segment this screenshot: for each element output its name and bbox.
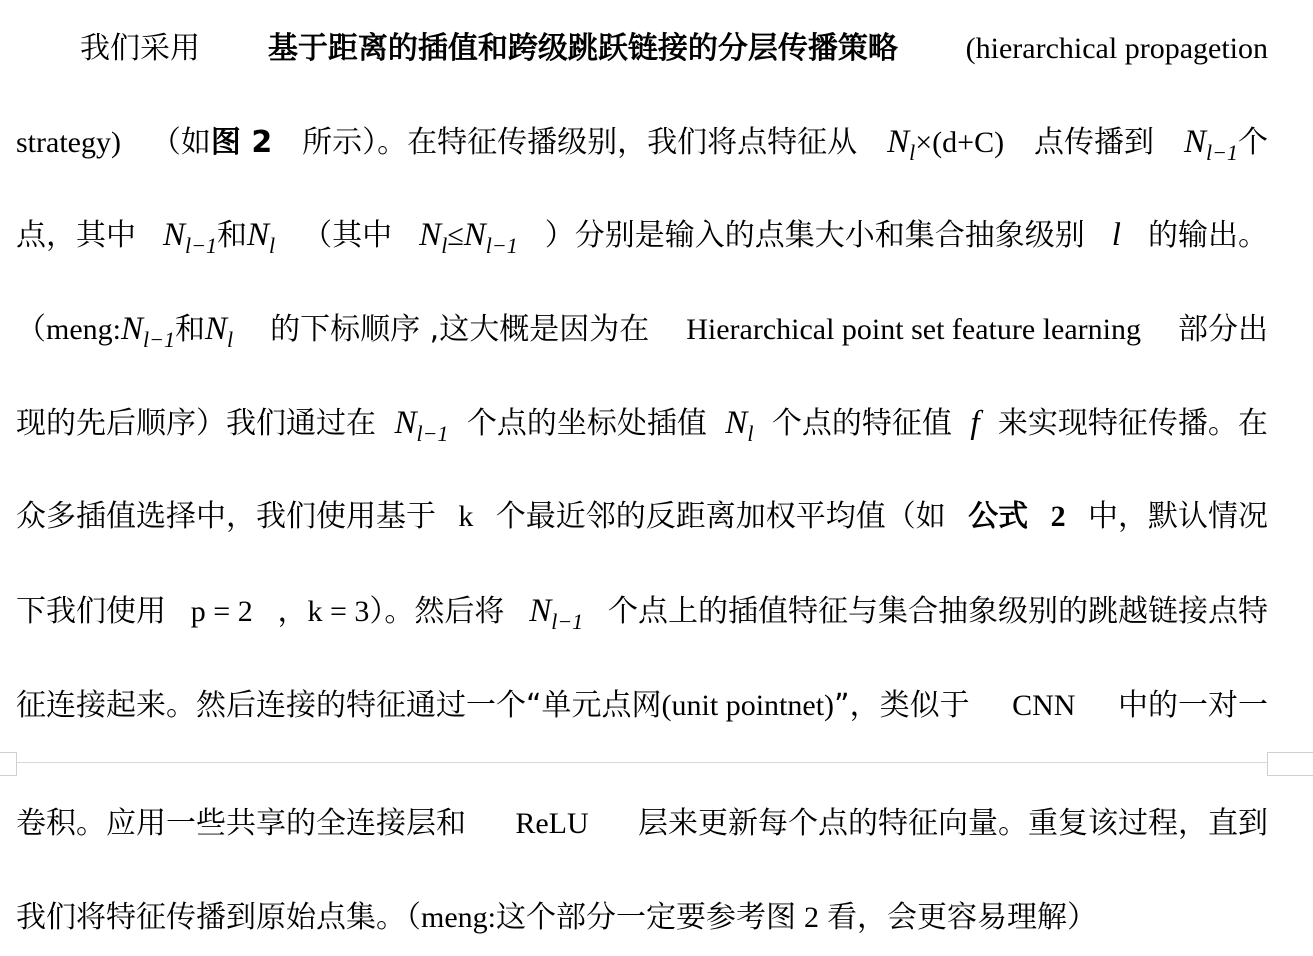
bold-phrase: 基于距离的插值和跨级跳跃链接的分层传播策略 <box>267 31 898 66</box>
text-run: （ <box>16 312 46 347</box>
math-expression <box>725 403 753 446</box>
text-line-7 <box>16 591 1268 634</box>
math-var: N <box>247 217 270 253</box>
text-run: 卷积。应用一些共享的全连接层和 <box>16 806 466 841</box>
text-run: 个点的特征值 <box>771 406 952 441</box>
text-run: 这个部分一定要参考图 <box>496 900 796 935</box>
text-run: 个 <box>1237 125 1268 160</box>
math-var: f <box>970 405 980 441</box>
text-run: ）。然后将 <box>369 594 505 629</box>
text-line-1 <box>80 29 1268 69</box>
text-run: 层来更新每个点的特征向量。重复该过程，直到 <box>637 806 1268 841</box>
math-subscript: l <box>227 327 234 352</box>
math-var: l <box>1111 217 1121 253</box>
text-run: 和 <box>174 312 205 347</box>
text-run: ， <box>277 594 308 629</box>
text-run: 的输出。 <box>1147 218 1268 253</box>
text-run: 个点的坐标处插值 <box>466 406 707 441</box>
text-run: 中的一对一 <box>1117 688 1268 723</box>
text-run <box>16 686 970 726</box>
formula-reference <box>968 497 1028 537</box>
text-run: 看，会更容易理解） <box>827 900 1097 935</box>
text-run: 的下标顺序 ,这大概是因为在 <box>270 312 650 347</box>
math-subscript: l−1 <box>551 609 584 634</box>
text-run: ”，类似于 <box>834 688 970 723</box>
text-run: 中，默认情况 <box>1087 499 1268 534</box>
math-var: N <box>725 405 748 441</box>
math-expression <box>887 122 1004 165</box>
formula-label: 公式 <box>968 499 1029 534</box>
text-run: 来实现特征传播。在 <box>997 406 1268 441</box>
text-line-4 <box>16 309 1268 352</box>
english-term: strategy) <box>16 126 121 159</box>
text-run: 征连接起来。然后连接的特征通过一个“单元点网 <box>16 688 662 723</box>
math-subscript: l−1 <box>143 327 175 352</box>
math-expression <box>16 309 233 352</box>
math-var: N <box>121 311 144 347</box>
math-expression <box>529 591 583 634</box>
math-subscript: l <box>909 140 916 165</box>
left-margin-marker <box>0 752 17 776</box>
param-expression: k = 3 <box>307 595 370 628</box>
math-subscript: l <box>441 233 448 258</box>
text-line-6 <box>16 497 1268 537</box>
math-expression <box>1184 122 1268 165</box>
text-run: 部分出 <box>1177 312 1268 347</box>
english-term: (unit pointnet) <box>661 689 835 722</box>
text-run: 我们将特征传播到原始点集。（ <box>16 900 421 935</box>
text-run: 所示）。在特征传播级别，我们将点特征从 <box>302 125 858 160</box>
english-term: Hierarchical point set feature learning <box>686 313 1141 346</box>
math-expression <box>419 215 518 258</box>
math-subscript: l−1 <box>485 233 518 258</box>
text-line-3 <box>16 215 1268 258</box>
text-run: ）分别是输入的点集大小和集合抽象级别 <box>544 218 1085 253</box>
text-line-8 <box>16 686 1268 726</box>
math-subscript: l−1 <box>416 421 449 446</box>
text-run: 和 <box>217 218 247 253</box>
math-var: N <box>463 217 486 253</box>
math-expression <box>970 403 979 444</box>
math-var: N <box>394 405 417 441</box>
text-run: 个点上的插值特征与集合抽象级别的跳越链接点特 <box>607 594 1268 629</box>
math-operator: ≤ <box>447 219 464 252</box>
formula-number: 2 <box>1050 500 1066 533</box>
math-expression <box>163 215 275 258</box>
math-var: N <box>887 124 910 160</box>
text-run: 个最近邻的反距离加权平均值（如 <box>495 499 946 534</box>
text-line-5 <box>16 403 1268 446</box>
math-subscript: l−1 <box>185 233 217 258</box>
english-term: ReLU <box>515 807 589 840</box>
math-expression <box>394 403 448 446</box>
english-term: k <box>458 500 474 533</box>
text-line-9 <box>16 804 1268 844</box>
text-run <box>277 592 504 632</box>
english-term: (hierarchical propagetion <box>965 32 1268 65</box>
math-var: N <box>163 217 186 253</box>
english-term: CNN <box>1012 689 1076 722</box>
text-run: 下我们使用 <box>16 594 166 629</box>
english-term: meng: <box>421 901 496 934</box>
math-var: N <box>419 217 442 253</box>
math-dims: ×(d+C) <box>915 126 1005 159</box>
math-subscript: l−1 <box>1205 140 1238 165</box>
text-run: 我们采用 <box>80 31 200 66</box>
figure-label: 图 2 <box>210 125 273 160</box>
math-var: N <box>1183 124 1206 160</box>
math-var: N <box>529 593 552 629</box>
text-run: 现的先后顺序）我们通过在 <box>16 406 376 441</box>
param-expression: p = 2 <box>190 595 253 628</box>
math-subscript: l <box>747 421 754 446</box>
figure-reference <box>211 125 272 160</box>
text-run: （如 <box>150 125 211 160</box>
math-subscript: l <box>269 233 276 258</box>
math-expression <box>1112 215 1121 256</box>
math-var: N <box>204 311 227 347</box>
right-margin-marker <box>1267 752 1313 776</box>
text-line-2 <box>16 122 1268 165</box>
text-run: 点传播到 <box>1034 125 1155 160</box>
text-run <box>151 123 272 163</box>
figure-number: 2 <box>804 901 819 934</box>
page-break-line <box>0 762 1313 763</box>
text-run: （其中 <box>302 218 393 253</box>
text-line-10 <box>16 898 1268 938</box>
text-run: 点，其中 <box>16 218 136 253</box>
text-run: 众多插值选择中，我们使用基于 <box>16 499 436 534</box>
english-term: meng: <box>46 313 121 346</box>
